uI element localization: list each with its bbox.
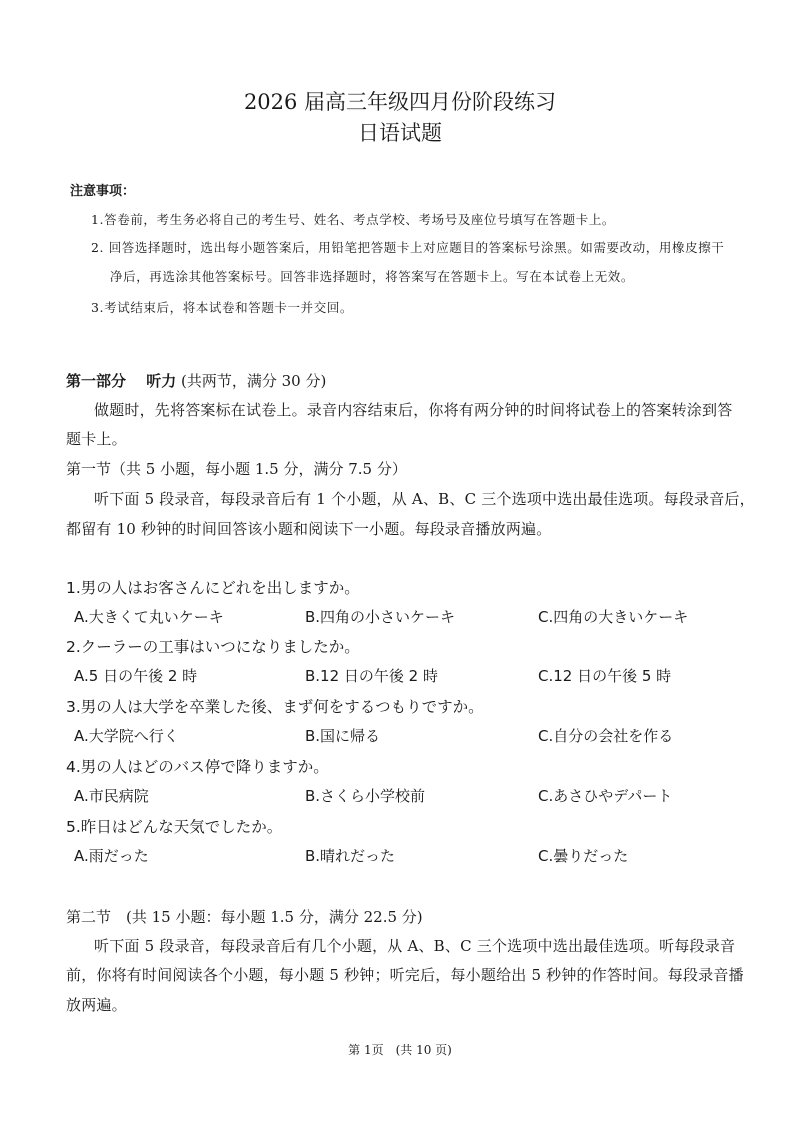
notice-item-continued: 净后，再选涂其他答案标号。回答非选择题时，将答案写在答题卡上。写在本试卷上无效。: [110, 269, 635, 284]
option-a: A.市民病院: [74, 787, 149, 805]
option-b: B.四角の小さいケーキ: [305, 608, 456, 626]
section2-instructions: 前，你将有时间阅读各个小题，每小题 5 秒钟；听完后，每小题给出 5 秒钟的作答时间。每段录音播: [66, 966, 744, 984]
notice-heading: 注意事项：: [70, 184, 136, 199]
notice-item: 3.考试结束后，将本试卷和答题卡一并交回。: [91, 300, 354, 315]
option-b: B.国に帰る: [305, 727, 381, 745]
section2-heading: 第二节 (共 15 小题：每小题 1.5 分，满分 22.5 分): [66, 908, 423, 926]
option-c: C.曇りだった: [538, 847, 629, 865]
notice-item: 2. 回答选择题时，选出每小题答案后，用铅笔把答题卡上对应题目的答案标号涂黑。如需要改动，用橡皮擦干: [91, 240, 725, 255]
part1-title: 第一部分 听力: [66, 372, 177, 390]
part1-score-note: (共两节，满分 30 分): [181, 372, 327, 390]
option-a: A.大学院へ行く: [74, 727, 179, 745]
option-c: C.四角の大きいケーキ: [538, 608, 689, 626]
option-a: A.大きくて丸いケーキ: [74, 608, 224, 626]
question-stem: 2.クーラーの工事はいつになりましたか。: [66, 638, 360, 656]
section1-instructions: 听下面 5 段录音，每段录音后有 1 个小题，从 A、B、C 三个选项中选出最佳选项。每段录音后，: [94, 490, 755, 508]
option-b: B.12 日の午後 2 時: [305, 667, 438, 685]
question-stem: 5.昨日はどんな天気でしたか。: [66, 818, 283, 836]
question-stem: 3.男の人は大学を卒業した後、まず何をするつもりですか。: [66, 698, 484, 716]
question-stem: 4.男の人はどのバス停で降りますか。: [66, 758, 329, 776]
exam-title: 2026 届高三年级四月份阶段练习: [243, 90, 557, 114]
option-b: B.晴れだった: [305, 847, 396, 865]
section2-instructions: 放两遍。: [66, 996, 127, 1014]
option-b: B.さくら小学校前: [305, 787, 426, 805]
notice-item: 1.答卷前，考生务必将自己的考生号、姓名、考点学校、考场号及座位号填写在答题卡上。: [91, 212, 616, 227]
option-a: A.雨だった: [74, 847, 149, 865]
section1-instructions: 都留有 10 秒钟的时间回答该小题和阅读下一小题。每段录音播放两遍。: [66, 520, 552, 538]
exam-subtitle: 日语试题: [358, 121, 442, 145]
option-c: C.自分の会社を作る: [538, 727, 674, 745]
section2-instructions: 听下面 5 段录音，每段录音后有几个小题，从 A、B、C 三个选项中选出最佳选项。听每段录音: [94, 937, 736, 955]
part1-heading: [66, 370, 326, 391]
part1-instructions: 做题时，先将答案标在试卷上。录音内容结束后，你将有两分钟的时间将试卷上的答案转涂到答: [94, 401, 733, 419]
option-c: C.あさひやデパート: [538, 787, 673, 805]
option-a: A.5 日の午後 2 時: [74, 667, 198, 685]
section1-heading: 第一节（共 5 小题，每小题 1.5 分，满分 7.5 分）: [66, 460, 407, 478]
page-number: 第 1页 (共 10 页): [348, 1043, 452, 1057]
option-c: C.12 日の午後 5 時: [538, 667, 672, 685]
part1-instructions: 题卡上。: [66, 430, 127, 448]
question-stem: 1.男の人はお客さんにどれを出しますか。: [66, 579, 360, 597]
